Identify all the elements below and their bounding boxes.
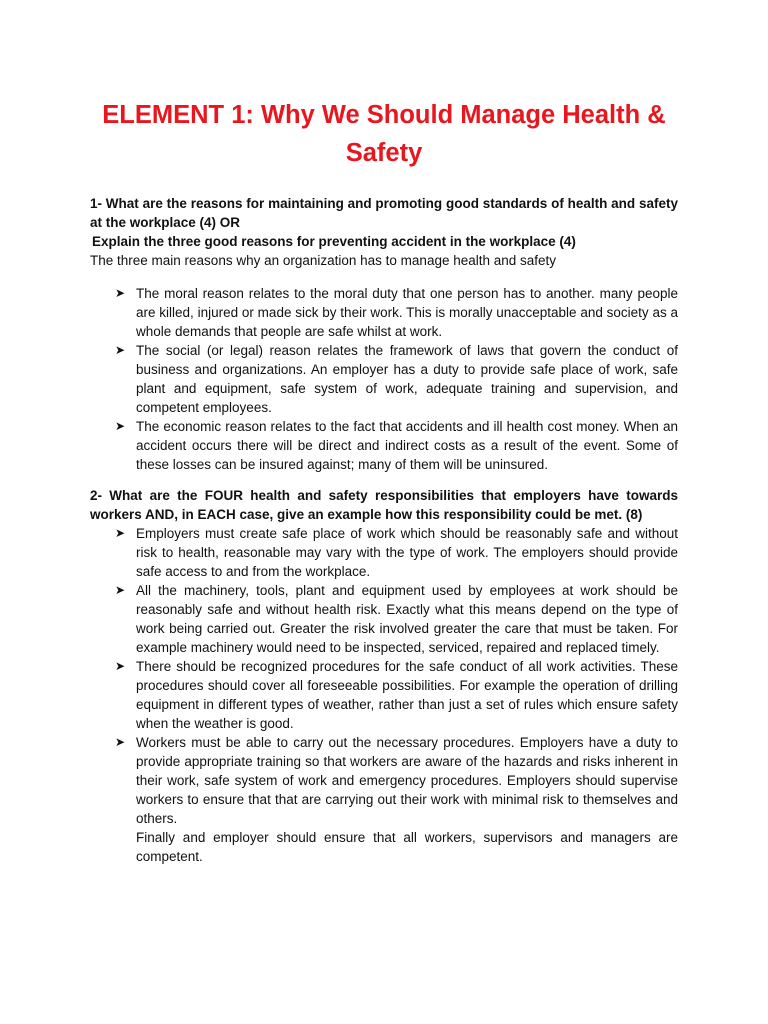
- section-2: [90, 486, 678, 866]
- list-item: [115, 733, 678, 866]
- page-title: ELEMENT 1: Why We Should Manage Health & Safety: [102, 101, 666, 167]
- arrow-bullet-icon: ➤: [115, 526, 126, 540]
- question-2: 2- What are the FOUR health and safety responsibilities that employers have towards workers AND, in EACH case, give an example how this responsibility could be met. (8): [90, 488, 678, 522]
- bullet-text: Workers must be able to carry out the necessary procedures. Employers have a duty to provide appropriate training so that workers are aware of the hazards and risks inherent in their work, safe system of work and emergency procedures. Employers should supervise workers to ensure that that are carrying out their work with minimal risk to themselves and others.: [136, 735, 678, 826]
- question-1-alternative: Explain the three good reasons for preventing accident in the workplace (4): [92, 234, 576, 249]
- bullet-text: Employers must create safe place of work which should be reasonably safe and without risk to health, reasonable may vary with the type of work. The employers should provide safe access to and from the workplace.: [136, 526, 678, 579]
- arrow-bullet-icon: ➤: [115, 735, 126, 749]
- list-item: [115, 524, 678, 581]
- bullet-text: The economic reason relates to the fact that accidents and ill health cost money. When an accident occurs there will be direct and indirect costs as a result of the event. Some of these losses can be insured against; many of them will be uninsured.: [136, 419, 678, 472]
- section-1-bullet-list: [90, 284, 678, 474]
- closing-paragraph: Finally and employer should ensure that all workers, supervisors and managers are competent.: [136, 830, 678, 864]
- list-item: [115, 657, 678, 733]
- question-1: 1- What are the reasons for maintaining and promoting good standards of health and safety at the workplace (4) OR: [90, 196, 678, 230]
- arrow-bullet-icon: ➤: [115, 343, 126, 357]
- arrow-bullet-icon: ➤: [115, 419, 126, 433]
- list-item: [115, 581, 678, 657]
- section-1: [90, 194, 678, 474]
- list-item: [115, 417, 678, 474]
- bullet-text: All the machinery, tools, plant and equipment used by employees at work should be reasonably safe and without health risk. Exactly what this means depend on the type of work being carried out. Greater the risk involved greater the care that must be taken. For example machinery would need to be inspected, serviced, repaired and replaced timely.: [136, 583, 678, 655]
- list-item: [115, 341, 678, 417]
- section-1-intro: The three main reasons why an organization has to manage health and safety: [90, 253, 557, 268]
- section-2-bullet-list: [90, 524, 678, 866]
- bullet-text: The moral reason relates to the moral duty that one person has to another. many people are killed, injured or made sick by their work. This is morally unacceptable and society as a whole demands that people are safe whilst at work.: [136, 286, 678, 339]
- arrow-bullet-icon: ➤: [115, 583, 126, 597]
- bullet-text: There should be recognized procedures for the safe conduct of all work activities. These procedures should cover all foreseeable possibilities. For example the operation of drilling equipment in different types of weather, rather than just a set of rules which ensure safety when the weather is good.: [136, 659, 678, 731]
- list-item: [115, 284, 678, 341]
- arrow-bullet-icon: ➤: [115, 286, 126, 300]
- arrow-bullet-icon: ➤: [115, 659, 126, 673]
- bullet-text: The social (or legal) reason relates the framework of laws that govern the conduct of business and organizations. An employer has a duty to provide safe place of work, safe plant and equipment, safe system of work, adequate training and supervision, and competent employees.: [136, 343, 678, 415]
